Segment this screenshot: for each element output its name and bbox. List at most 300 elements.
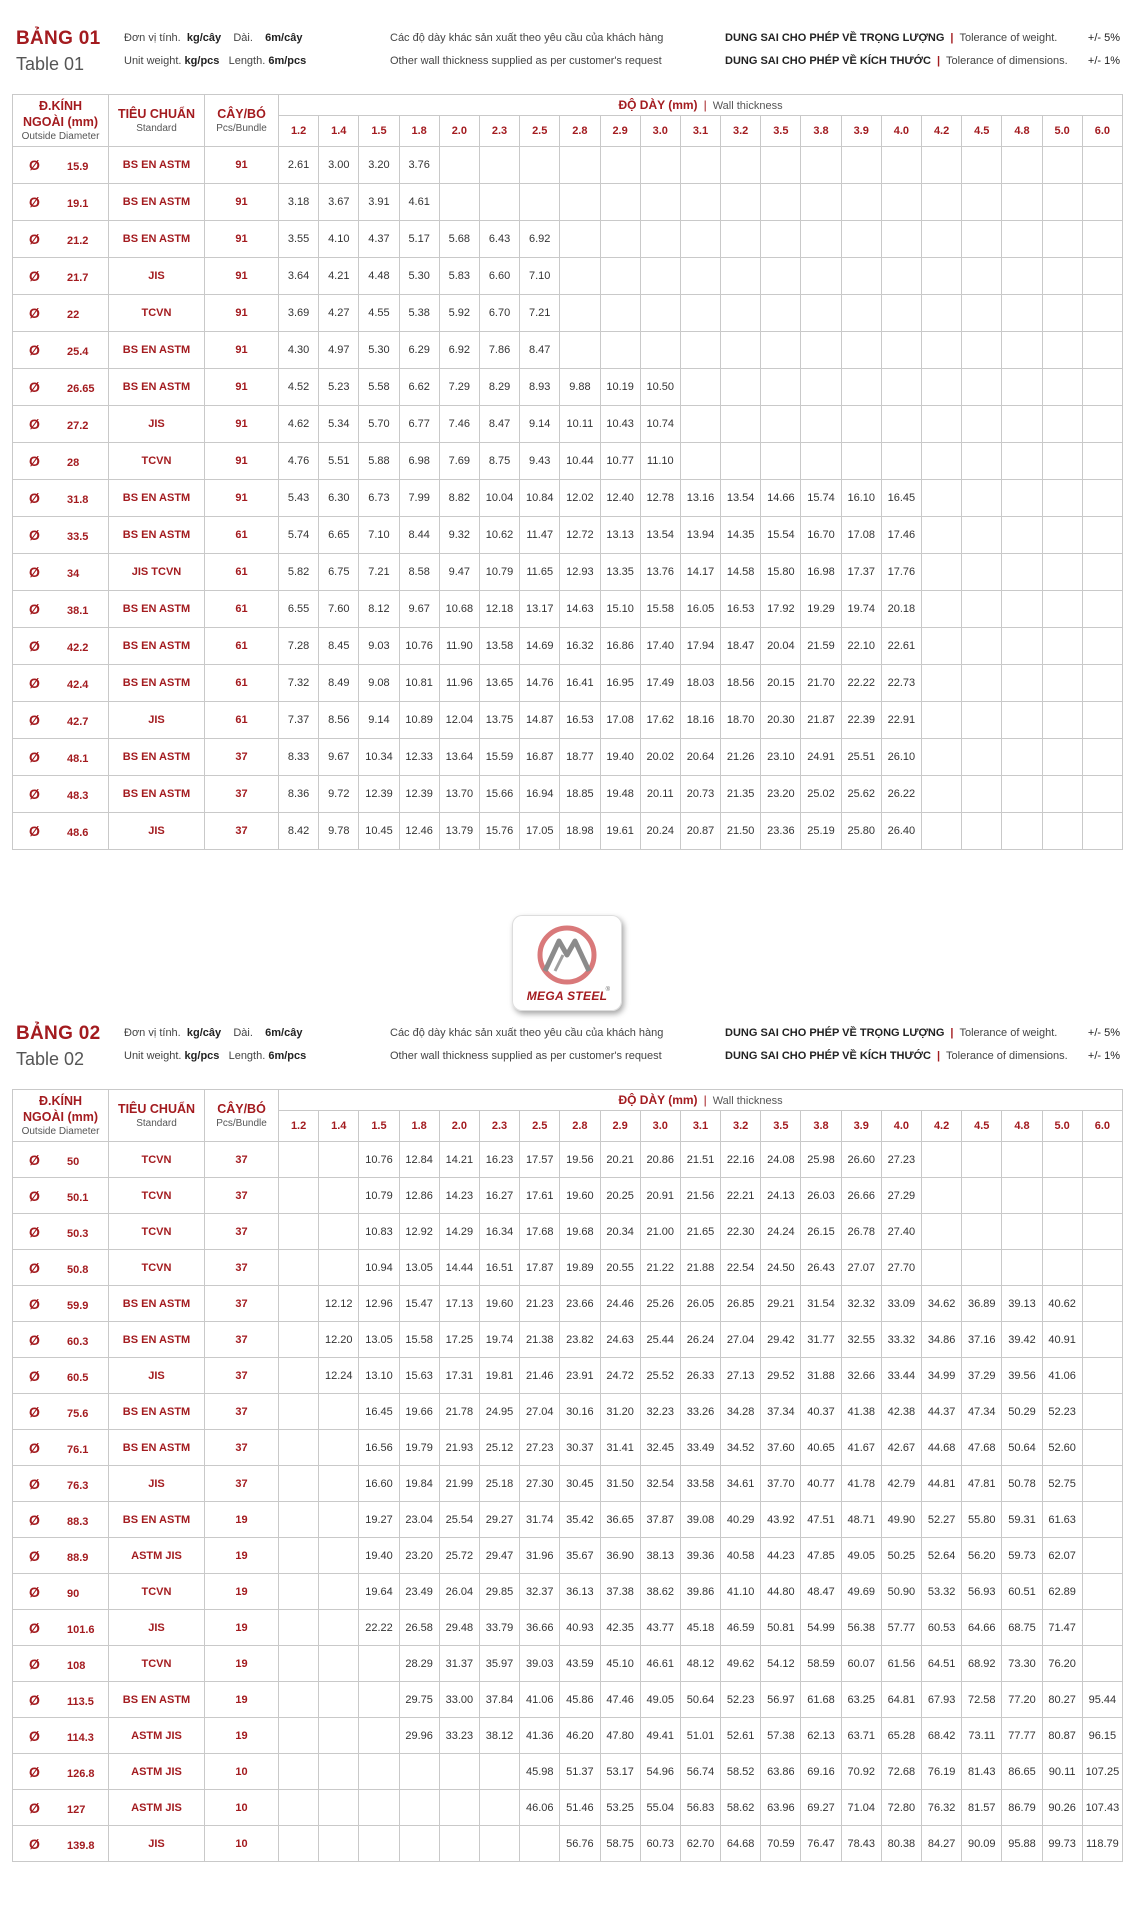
weight-cell: 41.06 <box>1042 1358 1082 1394</box>
outside-diameter-cell <box>13 443 109 480</box>
weight-cell: 18.47 <box>721 628 761 665</box>
pcs-bundle-cell: 37 <box>205 1250 279 1286</box>
weight-cell <box>881 443 921 480</box>
weight-cell: 39.42 <box>1002 1322 1042 1358</box>
weight-cell <box>1002 1178 1042 1214</box>
weight-cell <box>1002 406 1042 443</box>
wall-thickness-col: 2.0 <box>439 116 479 147</box>
weight-cell: 7.10 <box>520 258 560 295</box>
weight-cell <box>1082 554 1122 591</box>
weight-cell: 13.10 <box>359 1358 399 1394</box>
tolerance-weight: DUNG SAI CHO PHÉP VỀ TRỌNG LƯỢNG | Tolerance of weight. <box>725 1027 1058 1039</box>
wall-thickness-col: 1.2 <box>279 1111 319 1142</box>
weight-cell: 95.88 <box>1002 1826 1042 1862</box>
pcs-bundle-cell: 91 <box>205 406 279 443</box>
table-row <box>13 1178 1123 1214</box>
weight-cell <box>279 1358 319 1394</box>
diameter-icon: Ø <box>29 416 40 432</box>
standard-cell: JIS TCVN <box>109 554 205 591</box>
weight-cell: 14.35 <box>721 517 761 554</box>
pcs-bundle-cell: 37 <box>205 1358 279 1394</box>
weight-cell: 21.65 <box>680 1214 720 1250</box>
weight-cell <box>319 1142 359 1178</box>
weight-cell: 7.86 <box>479 332 519 369</box>
diameter-icon: Ø <box>29 1763 40 1780</box>
weight-cell: 26.22 <box>881 776 921 813</box>
weight-cell <box>479 1790 519 1826</box>
weight-cell <box>479 147 519 184</box>
weight-cell: 11.47 <box>520 517 560 554</box>
pcs-bundle-cell: 19 <box>205 1718 279 1754</box>
weight-cell <box>279 1610 319 1646</box>
weight-cell <box>319 1502 359 1538</box>
weight-cell: 40.65 <box>801 1430 841 1466</box>
weight-cell <box>1082 147 1122 184</box>
standard-cell: BS EN ASTM <box>109 1682 205 1718</box>
weight-cell: 49.62 <box>721 1646 761 1682</box>
pcs-bundle-cell: 37 <box>205 776 279 813</box>
weight-cell: 46.59 <box>721 1610 761 1646</box>
weight-cell: 56.76 <box>560 1826 600 1862</box>
outside-diameter-value: 21.2 <box>67 235 89 247</box>
weight-cell: 3.55 <box>279 221 319 258</box>
weight-cell <box>1002 295 1042 332</box>
weight-cell: 10.68 <box>439 591 479 628</box>
weight-cell: 8.44 <box>399 517 439 554</box>
weight-cell: 8.29 <box>479 369 519 406</box>
weight-cell: 19.68 <box>560 1214 600 1250</box>
weight-cell <box>1002 184 1042 221</box>
weight-cell <box>600 221 640 258</box>
weight-cell: 73.11 <box>962 1718 1002 1754</box>
weight-cell <box>680 406 720 443</box>
weight-cell: 26.40 <box>881 813 921 850</box>
weight-cell: 22.22 <box>841 665 881 702</box>
table-row <box>13 369 1123 406</box>
outside-diameter-cell <box>13 1574 109 1610</box>
wall-thickness-col: 3.2 <box>721 1111 761 1142</box>
table-row <box>13 1790 1123 1826</box>
weight-cell: 10.79 <box>479 554 519 591</box>
outside-diameter-value: 27.2 <box>67 420 89 432</box>
weight-cell: 42.67 <box>881 1430 921 1466</box>
weight-cell: 68.92 <box>962 1646 1002 1682</box>
wall-thickness-col: 6.0 <box>1082 116 1122 147</box>
wall-thickness-col: 3.5 <box>761 116 801 147</box>
weight-cell <box>680 332 720 369</box>
standard-cell: BS EN ASTM <box>109 1322 205 1358</box>
weight-cell <box>1002 1142 1042 1178</box>
weight-cell: 3.64 <box>279 258 319 295</box>
table-row <box>13 776 1123 813</box>
weight-cell: 15.54 <box>761 517 801 554</box>
weight-cell <box>1002 258 1042 295</box>
weight-cell <box>279 1754 319 1790</box>
pcs-bundle-cell: 37 <box>205 1286 279 1322</box>
weight-cell: 6.70 <box>479 295 519 332</box>
weight-cell <box>881 221 921 258</box>
weight-cell: 62.70 <box>680 1826 720 1862</box>
weight-cell: 46.20 <box>560 1718 600 1754</box>
weight-cell: 7.21 <box>359 554 399 591</box>
weight-cell <box>319 1754 359 1790</box>
weight-cell: 29.52 <box>761 1358 801 1394</box>
weight-cell: 49.05 <box>640 1682 680 1718</box>
weight-cell <box>1082 369 1122 406</box>
weight-cell: 33.44 <box>881 1358 921 1394</box>
weight-cell <box>439 147 479 184</box>
weight-cell <box>680 221 720 258</box>
weight-cell <box>439 184 479 221</box>
weight-cell: 9.67 <box>319 739 359 776</box>
weight-cell: 19.89 <box>560 1250 600 1286</box>
table-row <box>13 1718 1123 1754</box>
weight-cell: 3.69 <box>279 295 319 332</box>
weight-cell: 12.46 <box>399 813 439 850</box>
outside-diameter-cell <box>13 1214 109 1250</box>
weight-cell <box>801 369 841 406</box>
outside-diameter-cell <box>13 702 109 739</box>
weight-cell: 39.03 <box>520 1646 560 1682</box>
outside-diameter-cell <box>13 1754 109 1790</box>
table-row <box>13 184 1123 221</box>
weight-cell <box>319 1466 359 1502</box>
outside-diameter-cell <box>13 480 109 517</box>
weight-cell <box>319 1538 359 1574</box>
weight-cell: 4.10 <box>319 221 359 258</box>
weight-cell <box>1082 1610 1122 1646</box>
weight-cell: 39.86 <box>680 1574 720 1610</box>
diameter-icon: Ø <box>29 1151 40 1168</box>
weight-cell: 25.44 <box>640 1322 680 1358</box>
weight-cell: 63.71 <box>841 1718 881 1754</box>
weight-cell <box>279 1250 319 1286</box>
weight-cell <box>479 1754 519 1790</box>
weight-cell: 19.48 <box>600 776 640 813</box>
weight-cell: 44.37 <box>922 1394 962 1430</box>
weight-cell: 16.41 <box>560 665 600 702</box>
weight-cell: 3.18 <box>279 184 319 221</box>
standard-cell: JIS <box>109 258 205 295</box>
col-header-outside-diameter: Đ.KÍNH NGOÀI (mm) Outside Diameter <box>13 1090 109 1142</box>
weight-cell: 31.50 <box>600 1466 640 1502</box>
table-row <box>13 258 1123 295</box>
outside-diameter-value: 25.4 <box>67 346 89 358</box>
weight-cell <box>1082 1538 1122 1574</box>
standard-cell: BS EN ASTM <box>109 739 205 776</box>
weight-cell <box>319 1790 359 1826</box>
weight-cell <box>359 1682 399 1718</box>
weight-cell: 37.84 <box>479 1682 519 1718</box>
weight-cell <box>841 406 881 443</box>
weight-cell: 21.88 <box>680 1250 720 1286</box>
outside-diameter-value: 101.6 <box>67 1623 95 1636</box>
weight-cell <box>922 628 962 665</box>
weight-cell: 27.04 <box>520 1394 560 1430</box>
outside-diameter-cell <box>13 591 109 628</box>
weight-cell: 16.45 <box>881 480 921 517</box>
weight-cell <box>1082 1358 1122 1394</box>
weight-cell: 4.30 <box>279 332 319 369</box>
weight-cell: 21.22 <box>640 1250 680 1286</box>
weight-cell <box>1002 739 1042 776</box>
weight-cell: 13.54 <box>721 480 761 517</box>
weight-cell: 6.55 <box>279 591 319 628</box>
weight-cell: 43.92 <box>761 1502 801 1538</box>
weight-cell: 25.54 <box>439 1502 479 1538</box>
weight-cell <box>922 147 962 184</box>
weight-cell <box>922 702 962 739</box>
weight-cell: 20.11 <box>640 776 680 813</box>
weight-cell <box>1082 591 1122 628</box>
weight-cell: 19.64 <box>359 1574 399 1610</box>
weight-cell: 80.87 <box>1042 1718 1082 1754</box>
weight-cell: 31.54 <box>801 1286 841 1322</box>
weight-cell: 54.12 <box>761 1646 801 1682</box>
weight-cell <box>319 1178 359 1214</box>
weight-cell: 20.15 <box>761 665 801 702</box>
weight-cell: 49.69 <box>841 1574 881 1610</box>
diameter-icon: Ø <box>29 675 40 691</box>
outside-diameter-cell <box>13 221 109 258</box>
weight-cell: 31.77 <box>801 1322 841 1358</box>
weight-cell: 65.28 <box>881 1718 921 1754</box>
table-row <box>13 1538 1123 1574</box>
pcs-bundle-cell: 91 <box>205 184 279 221</box>
weight-cell <box>279 1214 319 1250</box>
weight-cell <box>922 480 962 517</box>
outside-diameter-value: 60.3 <box>67 1335 89 1348</box>
diameter-icon: Ø <box>29 1835 40 1852</box>
weight-cell <box>319 1214 359 1250</box>
weight-cell: 25.51 <box>841 739 881 776</box>
table-row <box>13 591 1123 628</box>
weight-cell <box>962 443 1002 480</box>
weight-cell: 27.40 <box>881 1214 921 1250</box>
weight-cell: 5.82 <box>279 554 319 591</box>
weight-cell: 32.45 <box>640 1430 680 1466</box>
weight-cell <box>1082 1646 1122 1682</box>
weight-cell <box>1082 813 1122 850</box>
weight-cell: 9.03 <box>359 628 399 665</box>
weight-cell: 68.42 <box>922 1718 962 1754</box>
weight-cell <box>479 184 519 221</box>
standard-cell: TCVN <box>109 295 205 332</box>
weight-cell <box>319 1682 359 1718</box>
weight-cell: 39.36 <box>680 1538 720 1574</box>
standard-cell: BS EN ASTM <box>109 1286 205 1322</box>
weight-cell: 63.96 <box>761 1790 801 1826</box>
outside-diameter-value: 90 <box>67 1587 80 1600</box>
weight-cell: 13.05 <box>399 1250 439 1286</box>
weight-cell: 60.51 <box>1002 1574 1042 1610</box>
weight-cell <box>801 443 841 480</box>
weight-cell: 41.38 <box>841 1394 881 1430</box>
table-row <box>13 1502 1123 1538</box>
weight-cell: 25.26 <box>640 1286 680 1322</box>
weight-cell: 34.86 <box>922 1322 962 1358</box>
outside-diameter-cell <box>13 184 109 221</box>
weight-cell: 12.84 <box>399 1142 439 1178</box>
weight-cell: 5.30 <box>399 258 439 295</box>
outside-diameter-cell <box>13 1466 109 1502</box>
weight-cell: 8.49 <box>319 665 359 702</box>
weight-cell: 6.30 <box>319 480 359 517</box>
weight-cell: 4.21 <box>319 258 359 295</box>
weight-cell: 30.37 <box>560 1430 600 1466</box>
weight-cell: 60.73 <box>640 1826 680 1862</box>
weight-cell <box>1042 554 1082 591</box>
weight-cell: 10.19 <box>600 369 640 406</box>
weight-cell <box>922 665 962 702</box>
outside-diameter-cell <box>13 628 109 665</box>
weight-cell: 42.35 <box>600 1610 640 1646</box>
weight-cell <box>1002 480 1042 517</box>
weight-cell: 58.62 <box>721 1790 761 1826</box>
weight-cell: 12.40 <box>600 480 640 517</box>
weight-cell: 27.29 <box>881 1178 921 1214</box>
weight-cell: 76.19 <box>922 1754 962 1790</box>
col-header-standard: TIÊU CHUẨN Standard <box>109 95 205 147</box>
diameter-icon: Ø <box>29 564 40 580</box>
weight-cell <box>1082 1286 1122 1322</box>
weight-cell: 61.63 <box>1042 1502 1082 1538</box>
weight-cell: 17.08 <box>841 517 881 554</box>
weight-cell: 29.75 <box>399 1682 439 1718</box>
weight-cell: 17.61 <box>520 1178 560 1214</box>
weight-cell <box>801 147 841 184</box>
weight-cell <box>841 332 881 369</box>
weight-cell: 46.06 <box>520 1790 560 1826</box>
weight-cell: 32.66 <box>841 1358 881 1394</box>
pcs-bundle-cell: 37 <box>205 1178 279 1214</box>
table-row <box>13 628 1123 665</box>
diameter-icon: Ø <box>29 268 40 284</box>
pcs-bundle-cell: 10 <box>205 1754 279 1790</box>
weight-cell: 6.65 <box>319 517 359 554</box>
weight-cell <box>279 1682 319 1718</box>
weight-cell <box>319 1718 359 1754</box>
wall-thickness-col: 3.9 <box>841 116 881 147</box>
outside-diameter-cell <box>13 1250 109 1286</box>
pcs-bundle-cell: 91 <box>205 221 279 258</box>
weight-cell: 41.06 <box>520 1682 560 1718</box>
outside-diameter-cell <box>13 332 109 369</box>
weight-cell: 16.53 <box>560 702 600 739</box>
weight-cell: 12.86 <box>399 1178 439 1214</box>
weight-cell: 7.46 <box>439 406 479 443</box>
weight-cell: 12.12 <box>319 1286 359 1322</box>
weight-cell <box>761 369 801 406</box>
weight-cell: 42.38 <box>881 1394 921 1430</box>
weight-cell <box>319 1646 359 1682</box>
weight-cell: 8.47 <box>479 406 519 443</box>
standard-cell: BS EN ASTM <box>109 1394 205 1430</box>
weight-cell: 19.84 <box>399 1466 439 1502</box>
weight-cell: 34.62 <box>922 1286 962 1322</box>
weight-cell: 18.03 <box>680 665 720 702</box>
table-row <box>13 702 1123 739</box>
diameter-icon: Ø <box>29 786 40 802</box>
weight-cell: 32.32 <box>841 1286 881 1322</box>
weight-cell <box>1082 221 1122 258</box>
weight-cell: 24.08 <box>761 1142 801 1178</box>
weight-cell <box>1042 1178 1082 1214</box>
weight-cell: 19.74 <box>841 591 881 628</box>
weight-cell: 54.96 <box>640 1754 680 1790</box>
weight-cell: 25.98 <box>801 1142 841 1178</box>
weight-cell <box>520 1826 560 1862</box>
weight-cell: 10.45 <box>359 813 399 850</box>
weight-cell <box>1082 1574 1122 1610</box>
weight-cell: 17.25 <box>439 1322 479 1358</box>
weight-cell: 7.28 <box>279 628 319 665</box>
weight-cell: 40.77 <box>801 1466 841 1502</box>
weight-cell <box>1082 258 1122 295</box>
weight-cell <box>962 147 1002 184</box>
table-row <box>13 406 1123 443</box>
weight-cell: 10.77 <box>600 443 640 480</box>
weight-cell <box>600 147 640 184</box>
outside-diameter-value: 50 <box>67 1155 80 1168</box>
weight-cell <box>319 1394 359 1430</box>
weight-cell: 35.97 <box>479 1646 519 1682</box>
weight-cell: 22.10 <box>841 628 881 665</box>
weight-cell: 29.85 <box>479 1574 519 1610</box>
weight-cell <box>1002 1250 1042 1286</box>
weight-cell <box>560 184 600 221</box>
weight-cell: 12.78 <box>640 480 680 517</box>
outside-diameter-value: 26.65 <box>67 383 95 395</box>
weight-cell <box>1002 702 1042 739</box>
weight-cell <box>962 813 1002 850</box>
weight-cell: 16.87 <box>520 739 560 776</box>
weight-cell: 56.83 <box>680 1790 720 1826</box>
weight-cell: 25.52 <box>640 1358 680 1394</box>
weight-cell: 13.13 <box>600 517 640 554</box>
weight-cell <box>922 369 962 406</box>
weight-cell <box>922 1178 962 1214</box>
pcs-bundle-cell: 10 <box>205 1826 279 1862</box>
outside-diameter-value: 108 <box>67 1659 86 1672</box>
weight-cell <box>1002 554 1042 591</box>
weight-cell: 72.58 <box>962 1682 1002 1718</box>
wall-thickness-col: 2.9 <box>600 1111 640 1142</box>
weight-cell: 69.16 <box>801 1754 841 1790</box>
weight-cell <box>922 1214 962 1250</box>
outside-diameter-value: 42.7 <box>67 716 89 728</box>
weight-cell <box>962 1250 1002 1286</box>
weight-cell: 50.90 <box>881 1574 921 1610</box>
diameter-icon: Ø <box>29 231 40 247</box>
unit-info-en: Unit weight. kg/pcs Length. 6m/pcs <box>124 1050 307 1062</box>
weight-cell: 48.47 <box>801 1574 841 1610</box>
weight-cell: 5.88 <box>359 443 399 480</box>
weight-cell: 47.85 <box>801 1538 841 1574</box>
weight-cell: 14.63 <box>560 591 600 628</box>
weight-cell: 32.55 <box>841 1322 881 1358</box>
weight-cell: 11.96 <box>439 665 479 702</box>
table-row <box>13 295 1123 332</box>
standard-cell: BS EN ASTM <box>109 628 205 665</box>
weight-cell: 21.38 <box>520 1322 560 1358</box>
weight-cell <box>1002 628 1042 665</box>
weight-cell: 78.43 <box>841 1826 881 1862</box>
wall-thickness-col: 2.9 <box>600 116 640 147</box>
weight-cell: 25.72 <box>439 1538 479 1574</box>
weight-cell <box>922 258 962 295</box>
weight-cell <box>1082 517 1122 554</box>
